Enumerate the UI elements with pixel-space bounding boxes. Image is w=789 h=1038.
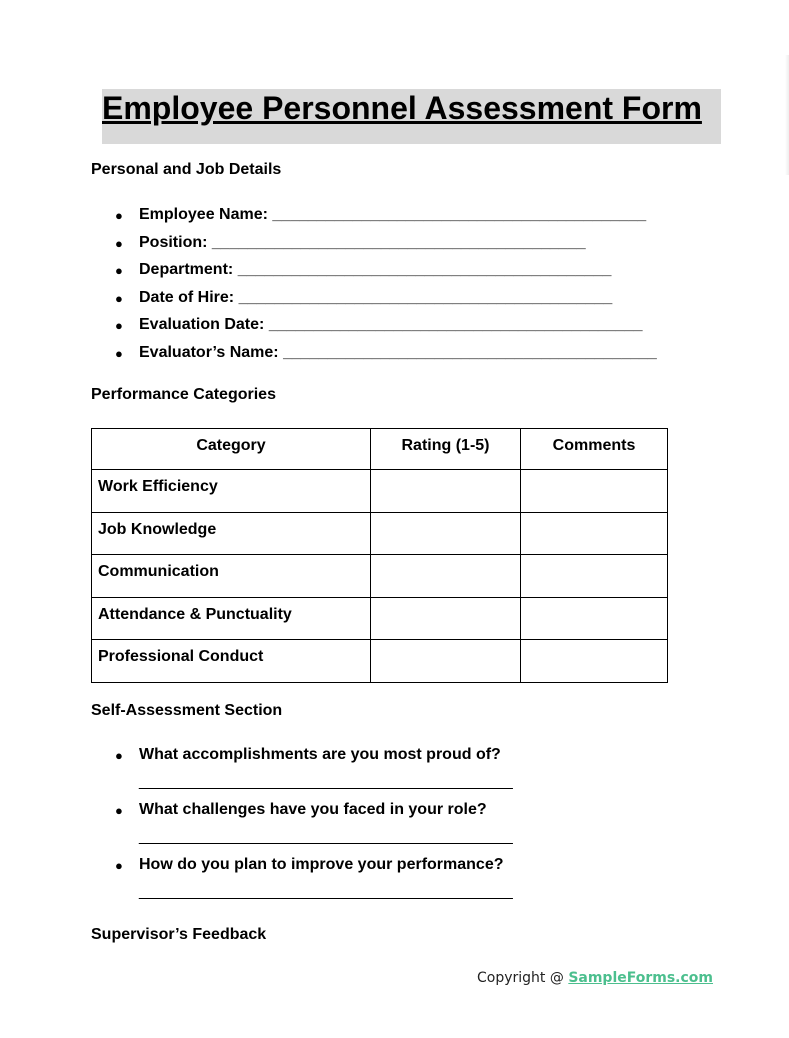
personal-details-list — [91, 205, 657, 371]
question-item — [91, 855, 513, 910]
field-employee-name[interactable] — [91, 205, 657, 233]
blank-line[interactable]: __________________________________________ — [238, 288, 613, 306]
field-date-of-hire[interactable] — [91, 288, 657, 316]
self-assessment-questions — [91, 745, 513, 910]
field-label: Evaluation Date: — [139, 316, 265, 334]
answer-line[interactable]: __________________________________________ — [139, 773, 513, 790]
section-heading-personal: Personal and Job Details — [91, 161, 282, 178]
rating-cell[interactable] — [371, 640, 521, 683]
section-heading-performance: Performance Categories — [91, 386, 276, 403]
header-rating: Rating (1-5) — [371, 429, 521, 470]
blank-line[interactable]: __________________________________________ — [272, 206, 647, 223]
category-cell: Work Efficiency — [92, 470, 371, 513]
performance-table — [91, 428, 668, 683]
answer-line[interactable]: __________________________________________ — [139, 828, 513, 845]
comments-cell[interactable] — [521, 640, 668, 683]
table-row — [92, 598, 668, 640]
blank-line[interactable]: __________________________________________ — [237, 261, 612, 279]
rating-cell[interactable] — [371, 513, 521, 555]
field-label: Date of Hire: — [139, 288, 235, 306]
field-evaluator-name[interactable] — [91, 343, 657, 371]
question-text: What accomplishments are you most proud of? — [139, 746, 501, 763]
field-label: Employee Name: — [139, 206, 268, 223]
comments-cell[interactable] — [521, 598, 668, 640]
field-evaluation-date[interactable] — [91, 315, 657, 343]
question-text: How do you plan to improve your performance? — [139, 856, 504, 873]
rating-cell[interactable] — [371, 555, 521, 598]
page-edge-shadow — [785, 55, 789, 175]
table-row — [92, 555, 668, 598]
comments-cell[interactable] — [521, 470, 668, 513]
field-department[interactable] — [91, 260, 657, 288]
section-heading-supervisor: Supervisor’s Feedback — [91, 926, 267, 943]
copyright-text: Copyright @ — [477, 970, 569, 986]
rating-cell[interactable] — [371, 598, 521, 640]
table-header-row — [92, 429, 668, 470]
brand-link[interactable]: SampleForms.com — [568, 970, 714, 986]
table-row — [92, 470, 668, 513]
field-label: Department: — [139, 261, 234, 279]
category-cell: Job Knowledge — [92, 513, 371, 555]
table-row — [92, 513, 668, 555]
section-heading-self-assessment: Self-Assessment Section — [91, 702, 283, 719]
comments-cell[interactable] — [521, 513, 668, 555]
question-item — [91, 745, 513, 800]
category-cell: Professional Conduct — [92, 640, 371, 683]
category-cell: Communication — [92, 555, 371, 598]
question-text: What challenges have you faced in your role? — [139, 801, 487, 818]
table-row — [92, 640, 668, 683]
page-title: Employee Personnel Assessment Form — [102, 90, 702, 126]
header-comments: Comments — [521, 429, 668, 470]
blank-line[interactable]: __________________________________________ — [268, 316, 643, 334]
field-label: Evaluator’s Name: — [139, 343, 279, 361]
answer-line[interactable]: __________________________________________ — [139, 883, 513, 900]
blank-line[interactable]: __________________________________________ — [283, 343, 657, 361]
question-item — [91, 800, 513, 855]
header-category: Category — [92, 429, 371, 470]
copyright-footer — [477, 970, 713, 986]
field-label: Position: — [139, 233, 208, 251]
category-cell: Attendance & Punctuality — [92, 598, 371, 640]
blank-line[interactable]: __________________________________________ — [211, 233, 586, 251]
field-position[interactable] — [91, 233, 657, 261]
rating-cell[interactable] — [371, 470, 521, 513]
comments-cell[interactable] — [521, 555, 668, 598]
